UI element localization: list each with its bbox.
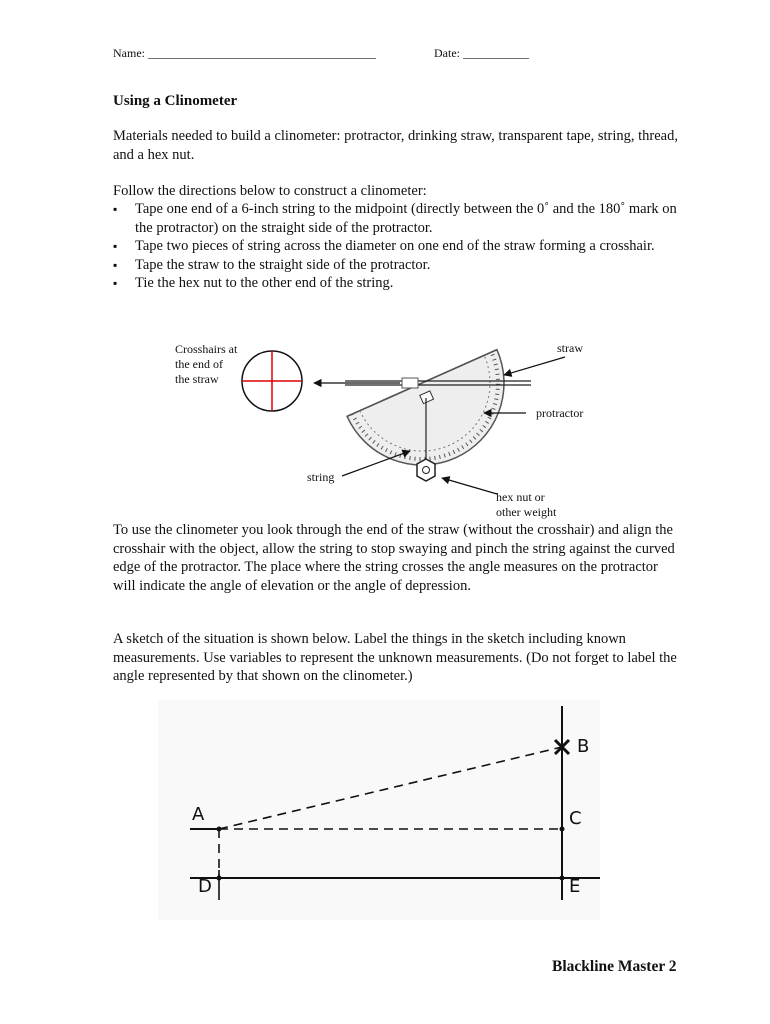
- date-label: Date:: [434, 46, 460, 60]
- hexnut-caption-line: hex nut or: [496, 490, 545, 504]
- usage-paragraph: To use the clinometer you look through the end of the straw (without the crosshair) and align the crosshair with the object, allow the string to stop swaying and pinch the string against the curved edge of the protractor. The place where the string crosses the angle measures on the protractor will indicate the angle of elevation or the angle of depression.: [113, 522, 675, 594]
- direction-item: ▪ Tape the straw to the straight side of the protractor.: [113, 256, 683, 275]
- date-blank[interactable]: ___________: [463, 46, 529, 60]
- label-d: D: [198, 876, 212, 897]
- label-c: C: [569, 808, 582, 829]
- point-c-dot: [560, 827, 565, 832]
- point-d-dot: [217, 876, 222, 881]
- crosshair-caption-line: the straw: [175, 372, 219, 386]
- label-a: A: [192, 804, 205, 825]
- directions-intro: Follow the directions below to construct a clinometer:: [113, 183, 427, 199]
- crosshair-caption-line: the end of: [175, 357, 223, 371]
- footer-label: Blackline Master 2: [552, 958, 677, 975]
- string-caption: string: [307, 470, 335, 484]
- direction-item: ▪ Tape one end of a 6-inch string to the midpoint (directly between the 0˚ and the 180˚ mark on the protractor) on the straight side of the protractor.: [113, 200, 683, 237]
- name-blank[interactable]: ______________________________________: [148, 46, 376, 60]
- direction-item: ▪ Tape two pieces of string across the diameter on one end of the straw forming a crosshair.: [113, 237, 683, 256]
- name-label: Name:: [113, 46, 145, 60]
- straw-caption: straw: [557, 341, 583, 355]
- label-e: E: [569, 876, 581, 897]
- sketch-paragraph: A sketch of the situation is shown below. Label the things in the sketch including known measurements. Use variables to represent the unknown measurements. (Do not forget to label the angle represented by that shown on the clinometer.): [113, 631, 677, 684]
- direction-item: ▪ Tie the hex nut to the other end of the string.: [113, 274, 683, 293]
- point-a-dot: [217, 827, 222, 832]
- label-b: B: [577, 736, 590, 757]
- crosshair-caption-line: Crosshairs at: [175, 342, 238, 356]
- page-title: Using a Clinometer: [113, 93, 238, 109]
- materials-paragraph: Materials needed to build a clinometer: protractor, drinking straw, transparent tape, string, thread, and a hex nut.: [113, 128, 678, 163]
- sketch-background: [158, 700, 600, 920]
- point-e-dot: [560, 876, 565, 881]
- hexnut-caption-line: other weight: [496, 505, 557, 519]
- protractor-caption: protractor: [536, 406, 584, 420]
